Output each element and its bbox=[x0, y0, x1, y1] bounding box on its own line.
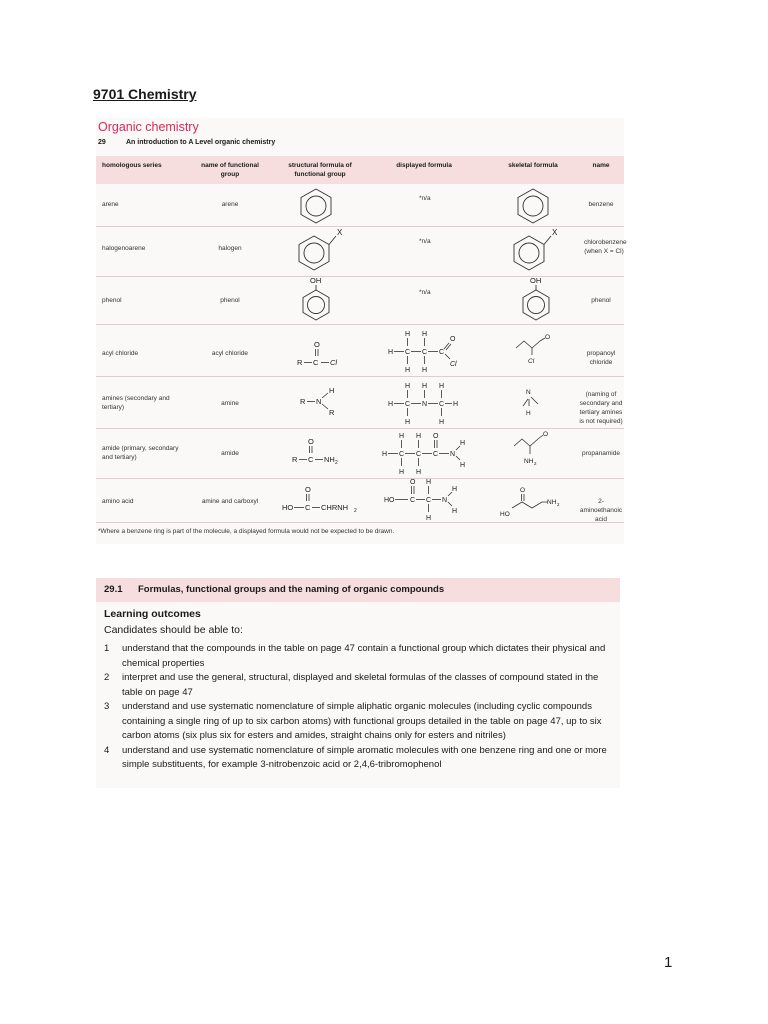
svg-text:X: X bbox=[552, 228, 558, 237]
svg-text:H: H bbox=[452, 508, 458, 515]
group-name-cell: acyl chloride bbox=[211, 350, 249, 357]
svg-text:N: N bbox=[526, 389, 531, 396]
row-divider bbox=[96, 522, 624, 523]
compound-name-cell: 2-aminoethanoic acid bbox=[579, 498, 623, 523]
page-number: 1 bbox=[664, 954, 673, 971]
svg-text:R: R bbox=[300, 397, 306, 406]
amide-skeletal bbox=[510, 430, 556, 470]
halogenoarene-structure bbox=[294, 226, 348, 272]
learning-section-number: 29.1 bbox=[104, 584, 123, 595]
learning-outcomes-intro: Candidates should be able to: bbox=[104, 624, 243, 636]
group-name-cell: phenol bbox=[220, 297, 240, 304]
displayed-cell: *n/a bbox=[419, 238, 431, 245]
row-divider bbox=[96, 376, 624, 377]
section-heading: Organic chemistry bbox=[98, 120, 199, 134]
svg-text:C: C bbox=[422, 349, 428, 356]
series-cell: amino acid bbox=[102, 498, 134, 505]
svg-text:H: H bbox=[405, 383, 411, 390]
displayed-cell: *n/a bbox=[419, 195, 431, 202]
svg-text:C: C bbox=[305, 503, 311, 512]
svg-text:OH: OH bbox=[310, 276, 322, 285]
svg-text:O: O bbox=[308, 437, 314, 446]
document-title: 9701 Chemistry bbox=[93, 86, 197, 102]
svg-text:H: H bbox=[453, 401, 459, 408]
learning-outcomes-subheading: Learning outcomes bbox=[104, 608, 201, 620]
list-item bbox=[104, 642, 614, 671]
svg-text:Cl: Cl bbox=[330, 358, 338, 367]
svg-text:H: H bbox=[422, 383, 428, 390]
svg-text:NH: NH bbox=[547, 499, 557, 506]
subheading-number: 29 bbox=[98, 139, 106, 146]
svg-text:C: C bbox=[410, 497, 416, 504]
svg-text:H: H bbox=[416, 433, 422, 440]
svg-text:Cl: Cl bbox=[450, 361, 457, 368]
group-name-cell: amine and carboxyl bbox=[201, 498, 259, 505]
svg-text:CHRNH: CHRNH bbox=[321, 503, 349, 512]
series-cell: amines (secondary and tertiary) bbox=[102, 395, 170, 411]
list-item bbox=[104, 671, 614, 700]
svg-text:H: H bbox=[439, 419, 445, 426]
svg-text:NH: NH bbox=[524, 458, 534, 465]
amino-acid-skeletal bbox=[498, 484, 568, 520]
amine-structure bbox=[296, 384, 344, 418]
svg-text:C: C bbox=[439, 349, 445, 356]
svg-text:H: H bbox=[382, 451, 388, 458]
svg-text:H: H bbox=[399, 433, 405, 440]
svg-text:H: H bbox=[460, 462, 466, 469]
item-text: understand and use systematic nomenclature of simple aromatic molecules with one benzene ring and one or more simple substituents, for example 3-nitrobenzoic acid or 2,4,6-tribromophenol bbox=[122, 744, 607, 770]
header-skeletal-formula: skeletal formula bbox=[508, 162, 558, 169]
svg-text:H: H bbox=[460, 440, 466, 447]
compound-name-cell: propanamide bbox=[582, 450, 620, 457]
amine-displayed bbox=[386, 380, 466, 426]
compound-name-cell: benzene bbox=[588, 201, 614, 208]
svg-text:O: O bbox=[305, 485, 311, 494]
svg-text:HO: HO bbox=[500, 511, 510, 518]
svg-text:N: N bbox=[422, 401, 428, 408]
amino-acid-displayed bbox=[382, 476, 472, 524]
acyl-chloride-displayed bbox=[386, 328, 466, 374]
learning-section-bar bbox=[96, 578, 620, 602]
svg-text:HO: HO bbox=[282, 503, 294, 512]
compound-name-cell: propanoyl chloride bbox=[586, 350, 616, 366]
svg-text:O: O bbox=[433, 433, 439, 440]
svg-text:2: 2 bbox=[354, 508, 357, 514]
svg-text:H: H bbox=[526, 410, 531, 417]
compound-name-cell: (naming of secondary and tertiary amines is not required) bbox=[579, 391, 623, 425]
svg-text:H: H bbox=[405, 331, 411, 338]
svg-text:H: H bbox=[426, 515, 432, 522]
series-cell: arene bbox=[102, 201, 119, 208]
group-name-cell: amine bbox=[221, 400, 239, 407]
svg-text:HO: HO bbox=[384, 497, 395, 504]
table-subheading bbox=[98, 139, 275, 146]
header-structural-formula: structural formula of functional group bbox=[288, 162, 352, 178]
svg-text:C: C bbox=[405, 401, 411, 408]
acyl-chloride-skeletal bbox=[512, 334, 556, 370]
learning-outcomes-list bbox=[104, 642, 614, 773]
row-divider bbox=[96, 478, 624, 479]
functional-groups-table-block bbox=[96, 118, 627, 544]
amide-displayed bbox=[380, 430, 470, 476]
acyl-chloride-structure bbox=[292, 338, 352, 370]
series-cell: halogenoarene bbox=[102, 245, 146, 252]
item-text: understand that the compounds in the table on page 47 contain a functional group which dictates their physical and chemical properties bbox=[122, 643, 606, 669]
benzene-ring-structure bbox=[296, 186, 336, 226]
table-footnote: *Where a benzene ring is part of the molecule, a displayed formula would not be expected to be drawn. bbox=[98, 528, 395, 535]
svg-text:H: H bbox=[422, 331, 428, 338]
compound-name-cell: chlorobenzene (when X = Cl) bbox=[584, 239, 627, 255]
svg-text:R: R bbox=[329, 408, 335, 417]
svg-text:H: H bbox=[416, 469, 422, 476]
amine-skeletal bbox=[514, 386, 550, 420]
list-item bbox=[104, 700, 614, 744]
item-number: 4 bbox=[104, 744, 110, 756]
phenol-skeletal bbox=[516, 275, 556, 323]
amide-structure bbox=[292, 436, 356, 468]
item-text: interpret and use the general, structural, displayed and skeletal formulas of the classes of compound stated in the table on page 47 bbox=[122, 672, 599, 698]
svg-text:X: X bbox=[337, 228, 343, 237]
group-name-cell: halogen bbox=[218, 245, 242, 252]
item-number: 3 bbox=[104, 701, 110, 712]
item-number: 1 bbox=[104, 643, 110, 654]
svg-text:C: C bbox=[308, 455, 314, 464]
svg-text:H: H bbox=[399, 469, 405, 476]
header-functional-group-name: name of functional group bbox=[201, 162, 259, 178]
item-text: understand and use systematic nomenclature of simple aliphatic organic molecules (including cyclic compounds containing a single ring of up to six carbon atoms) with functional groups detailed in the table on page 47, up to six carbon atoms (six plus six for esters and amides, straight chains only for esters and nitriles) bbox=[122, 701, 602, 741]
row-divider bbox=[96, 324, 624, 325]
list-item bbox=[104, 744, 614, 773]
svg-text:R: R bbox=[297, 358, 303, 367]
series-cell: acyl chloride bbox=[102, 350, 139, 357]
svg-text:H: H bbox=[405, 419, 411, 426]
svg-text:2: 2 bbox=[335, 460, 338, 466]
svg-text:H: H bbox=[388, 349, 394, 356]
svg-text:H: H bbox=[439, 383, 445, 390]
group-name-cell: amide bbox=[221, 450, 239, 457]
svg-text:OH: OH bbox=[530, 276, 542, 285]
svg-text:2: 2 bbox=[534, 461, 537, 466]
learning-outcomes-block bbox=[96, 578, 620, 788]
svg-text:O: O bbox=[520, 487, 526, 494]
svg-text:O: O bbox=[410, 479, 416, 486]
svg-text:C: C bbox=[439, 401, 445, 408]
svg-text:C: C bbox=[313, 358, 319, 367]
svg-text:Cl: Cl bbox=[528, 358, 535, 365]
header-displayed-formula: displayed formula bbox=[396, 162, 452, 169]
svg-text:N: N bbox=[442, 497, 448, 504]
svg-text:H: H bbox=[329, 386, 335, 395]
svg-text:H: H bbox=[426, 479, 432, 486]
svg-text:H: H bbox=[388, 401, 394, 408]
svg-text:C: C bbox=[416, 451, 422, 458]
svg-text:C: C bbox=[426, 497, 432, 504]
svg-text:C: C bbox=[433, 451, 439, 458]
amino-acid-structure bbox=[280, 484, 370, 518]
table-header bbox=[96, 156, 624, 184]
header-name: name bbox=[592, 162, 610, 169]
svg-text:H: H bbox=[405, 367, 411, 374]
svg-text:C: C bbox=[405, 349, 411, 356]
svg-text:C: C bbox=[399, 451, 405, 458]
header-homologous-series: homologous series bbox=[102, 162, 162, 169]
group-name-cell: arene bbox=[221, 201, 239, 208]
svg-text:N: N bbox=[450, 451, 456, 458]
svg-text:H: H bbox=[422, 367, 428, 374]
svg-text:R: R bbox=[292, 455, 298, 464]
series-cell: amide (primary, secondary and tertiary) bbox=[102, 445, 179, 461]
item-number: 2 bbox=[104, 672, 110, 683]
row-divider bbox=[96, 428, 624, 429]
phenol-structure bbox=[296, 275, 336, 323]
svg-text:O: O bbox=[543, 431, 549, 438]
subheading-title: An introduction to A Level organic chemistry bbox=[126, 139, 276, 146]
svg-text:O: O bbox=[314, 340, 320, 349]
svg-text:N: N bbox=[316, 397, 322, 406]
svg-text:H: H bbox=[452, 486, 458, 493]
svg-text:2: 2 bbox=[557, 502, 560, 507]
benzene-ring-skeletal bbox=[513, 186, 553, 226]
svg-text:O: O bbox=[450, 336, 456, 343]
svg-text:NH: NH bbox=[324, 455, 335, 464]
learning-section-title: Formulas, functional groups and the naming of organic compounds bbox=[138, 584, 445, 595]
series-cell: phenol bbox=[102, 297, 122, 304]
displayed-cell: *n/a bbox=[419, 289, 431, 296]
learning-section-heading bbox=[104, 584, 444, 595]
halogenoarene-skeletal bbox=[509, 226, 563, 272]
compound-name-cell: phenol bbox=[591, 297, 611, 304]
svg-text:O: O bbox=[545, 334, 551, 341]
